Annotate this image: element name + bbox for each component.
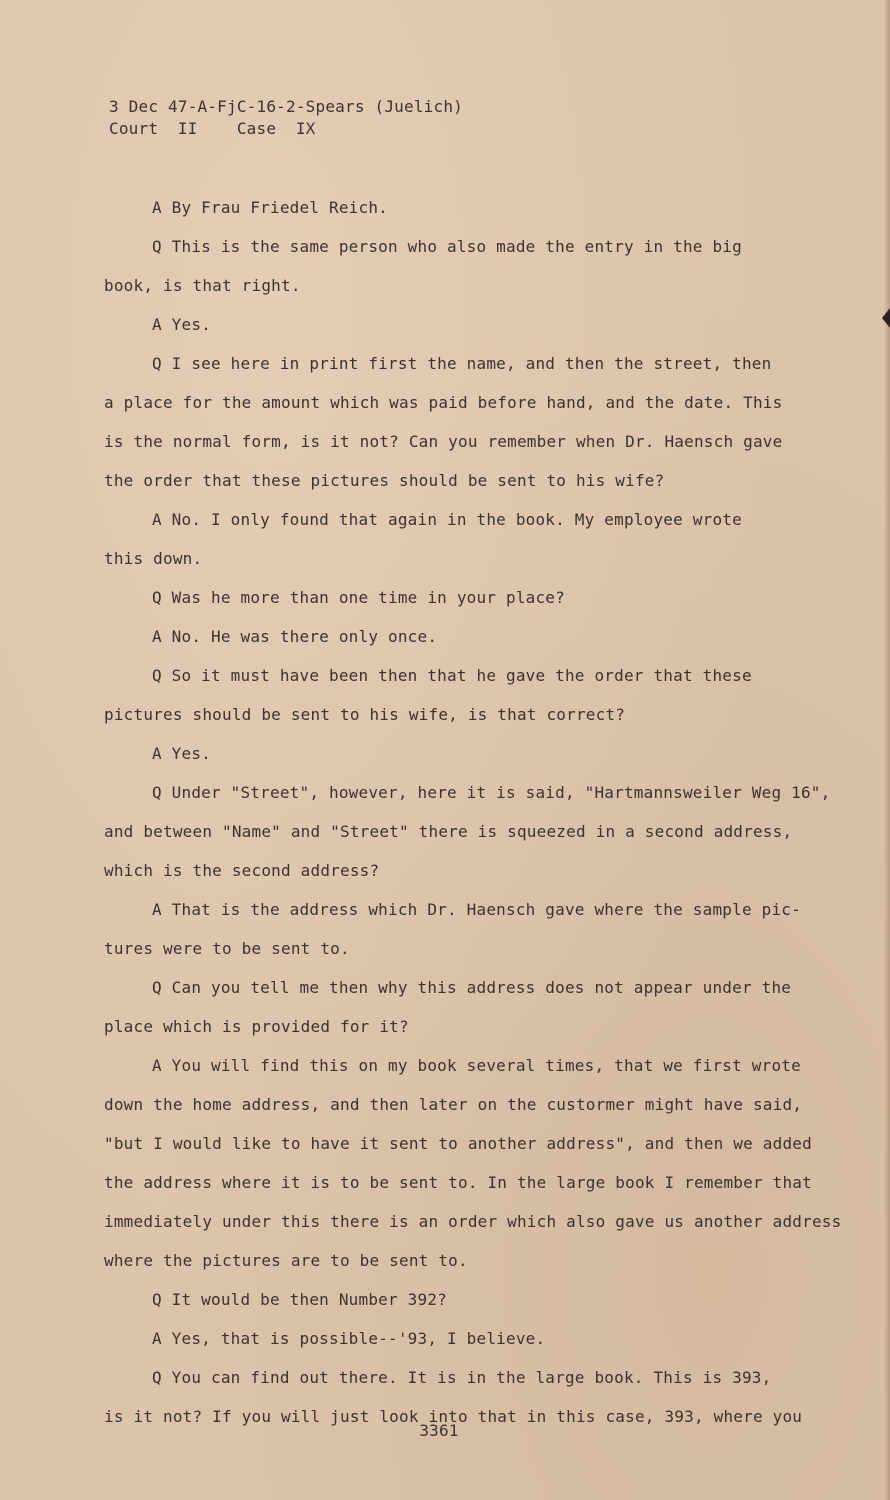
line-text: A Yes.	[152, 744, 211, 763]
line-text: is it not? If you will just look into that in this case, 393, where you	[104, 1407, 803, 1426]
transcript-line	[104, 578, 850, 617]
line-text: A No. He was there only once.	[152, 627, 438, 646]
line-text: pictures should be sent to his wife, is that correct?	[104, 705, 626, 724]
transcript-line	[104, 851, 850, 890]
transcript-line	[104, 734, 850, 773]
transcript-line	[104, 1280, 850, 1319]
transcript-line	[104, 1163, 850, 1202]
line-text: Q Under "Street", however, here it is said, "Hartmannsweiler Weg 16",	[152, 783, 831, 802]
transcript-line	[104, 812, 850, 851]
transcript-line	[104, 1319, 850, 1358]
transcript-line	[104, 1007, 850, 1046]
transcript-line	[104, 305, 850, 344]
line-text: Q You can find out there. It is in the large book. This is 393,	[152, 1368, 772, 1387]
line-text: and between "Name" and "Street" there is squeezed in a second address,	[104, 822, 793, 841]
line-text: A Yes.	[152, 315, 211, 334]
transcript-line	[104, 383, 850, 422]
line-text: this down.	[104, 549, 203, 568]
transcript-line	[104, 773, 850, 812]
transcript-line	[104, 461, 850, 500]
transcript-line	[104, 539, 850, 578]
line-text: Q Was he more than one time in your place?	[152, 588, 565, 607]
transcript-line	[104, 1202, 850, 1241]
transcript-line	[104, 695, 850, 734]
line-text: where the pictures are to be sent to.	[104, 1251, 468, 1270]
transcript-line	[104, 344, 850, 383]
line-text: Q It would be then Number 392?	[152, 1290, 447, 1309]
line-text: Q Can you tell me then why this address does not appear under the	[152, 978, 792, 997]
transcript-line	[104, 1046, 850, 1085]
transcript-line	[104, 968, 850, 1007]
transcript-line	[104, 227, 850, 266]
line-text: Q This is the same person who also made the entry in the big	[152, 237, 742, 256]
line-text: A You will find this on my book several times, that we first wrote	[152, 1056, 801, 1075]
line-text: the order that these pictures should be sent to his wife?	[104, 471, 665, 490]
transcript-line	[104, 617, 850, 656]
line-text: A No. I only found that again in the book. My employee wrote	[152, 510, 742, 529]
page-number: 3361	[419, 1421, 459, 1440]
document-header	[109, 96, 463, 140]
line-text: Q So it must have been then that he gave the order that these	[152, 666, 752, 685]
transcript-line	[104, 1241, 850, 1280]
line-text: place which is provided for it?	[104, 1017, 409, 1036]
line-text: Q I see here in print first the name, and then the street, then	[152, 354, 772, 373]
transcript-line	[104, 1124, 850, 1163]
line-text: tures were to be sent to.	[104, 939, 350, 958]
transcript-line	[104, 188, 850, 227]
transcript-line	[104, 422, 850, 461]
header-line-2: Court II Case IX	[109, 119, 316, 138]
line-text: the address where it is to be sent to. In the large book I remember that	[104, 1173, 812, 1192]
transcript-line	[104, 500, 850, 539]
transcript-line	[104, 266, 850, 305]
transcript-line	[104, 929, 850, 968]
line-text: A Yes, that is possible--'93, I believe.	[152, 1329, 546, 1348]
line-text: book, is that right.	[104, 276, 301, 295]
page-edge-shadow	[884, 0, 890, 1500]
transcript-body	[104, 188, 850, 1436]
line-text: A By Frau Friedel Reich.	[152, 198, 388, 217]
transcript-line	[104, 656, 850, 695]
transcript-line	[104, 890, 850, 929]
header-line-1: 3 Dec 47-A-FjC-16-2-Spears (Juelich)	[109, 97, 463, 116]
transcript-line	[104, 1085, 850, 1124]
line-text: down the home address, and then later on the custormer might have said,	[104, 1095, 803, 1114]
line-text: which is the second address?	[104, 861, 380, 880]
line-text: "but I would like to have it sent to another address", and then we added	[104, 1134, 812, 1153]
binder-clip-mark	[882, 308, 890, 328]
line-text: a place for the amount which was paid before hand, and the date. This	[104, 393, 783, 412]
line-text: is the normal form, is it not? Can you remember when Dr. Haensch gave	[104, 432, 783, 451]
line-text: immediately under this there is an order which also gave us another address	[104, 1212, 842, 1231]
transcript-line	[104, 1358, 850, 1397]
line-text: A That is the address which Dr. Haensch gave where the sample pic-	[152, 900, 801, 919]
